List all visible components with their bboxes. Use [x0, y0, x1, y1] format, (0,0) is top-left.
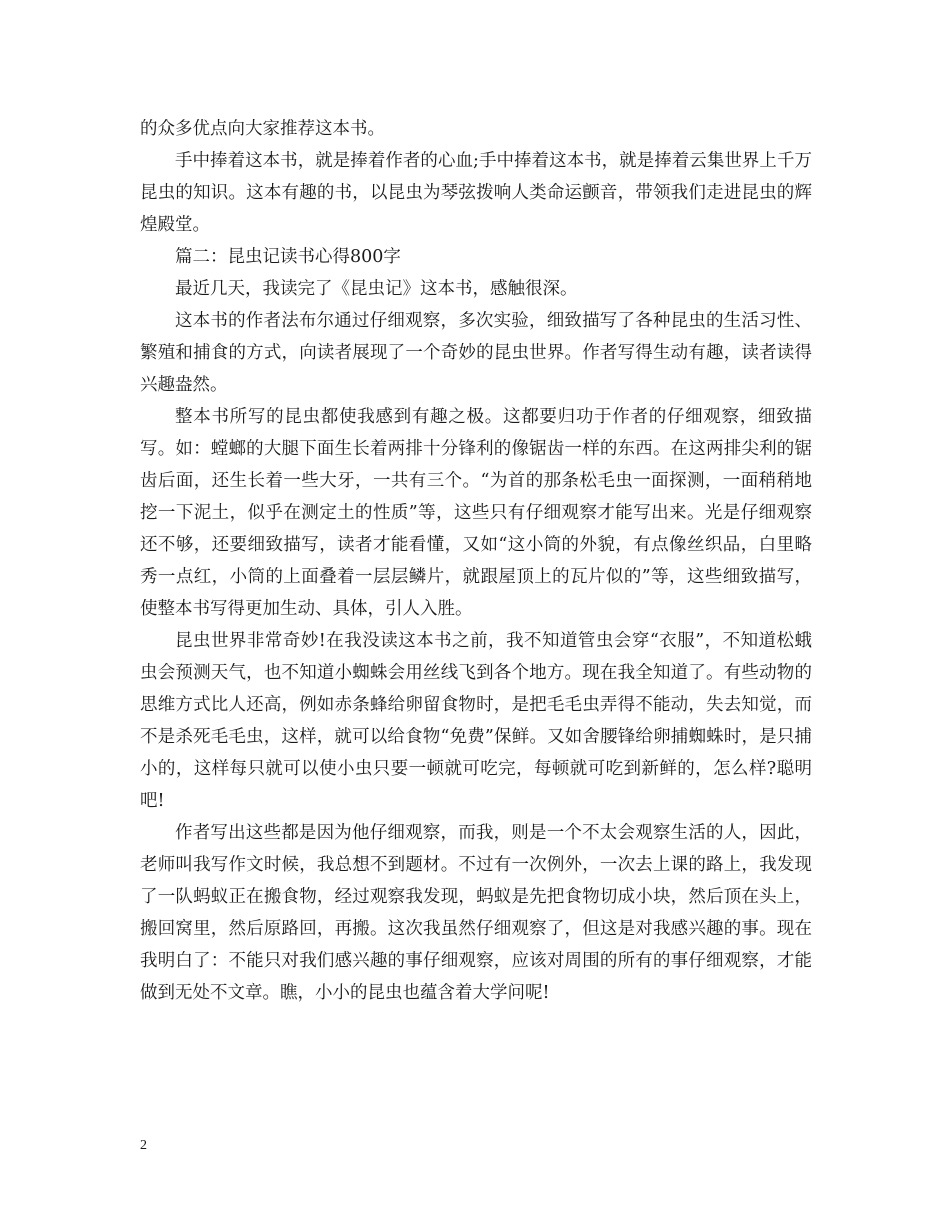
paragraph-1: 的众多优点向大家推荐这本书。: [140, 119, 385, 139]
paragraph-7: 作者写出这些都是因为他仔细观察，而我，则是一个不太会观察生活的人，因此，老师叫我写作文时候，我总想不到题材。不过有一次例外，一次去上课的路上，我发现了一队蚂蚁正在搬食物，经过观察我发现，蚂蚁是先把食物切成小块，然后顶在头上，搬回窝里，然后原路回，再搬。这次我虽然仔细观察了，但这是对我感兴趣的事。现在我明白了：不能只对我们感兴趣的事仔细观察，应该对周围的所有的事仔细观察，才能做到无处不文章。瞧，小小的昆虫也蕴含着大学问呢!: [140, 823, 812, 1003]
document-body: [140, 113, 812, 1009]
paragraph-5: 整本书所写的昆虫都使我感到有趣之极。这都要归功于作者的仔细观察，细致描写。如：螳螂的大腿下面生长着两排十分锋利的像锯齿一样的东西。在这两排尖利的锯齿后面，还生长着一些大牙，一共有三个。“为首的那条松毛虫一面探测，一面稍稍地挖一下泥土，似乎在测定土的性质”等，这些只有仔细观察才能写出来。光是仔细观察还不够，还要细致描写，读者才能看懂，又如“这小筒的外貌，有点像丝织品，白里略秀一点红，小筒的上面叠着一层层鳞片，就跟屋顶上的瓦片似的”等，这些细致描写，使整本书写得更加生动、具体，引人入胜。: [140, 407, 812, 619]
page-number: 2: [140, 1138, 147, 1153]
paragraph-6: 昆虫世界非常奇妙!在我没读这本书之前，我不知道管虫会穿“衣服”，不知道松蛾虫会预测天气，也不知道小蜘蛛会用丝线飞到各个地方。现在我全知道了。有些动物的思维方式比人还高，例如赤条蜂给卵留食物时，是把毛毛虫弄得不能动，失去知觉，而不是杀死毛毛虫，这样，就可以给食物“免费”保鲜。又如舍腰锋给卵捕蜘蛛时，是只捕小的，这样每只就可以使小虫只要一顿就可吃完，每顿就可吃到新鲜的，怎么样?聪明吧!: [140, 631, 812, 811]
paragraph-3: 最近几天，我读完了《昆虫记》这本书，感触很深。: [175, 279, 578, 299]
paragraph-4: 这本书的作者法布尔通过仔细观察，多次实验，细致描写了各种昆虫的生活习性、繁殖和捕食的方式，向读者展现了一个奇妙的昆虫世界。作者写得生动有趣，读者读得兴趣盎然。: [140, 311, 812, 395]
paragraph-2: 手中捧着这本书，就是捧着作者的心血;手中捧着这本书，就是捧着云集世界上千万昆虫的知识。这本有趣的书，以昆虫为琴弦拨响人类命运颤音，带领我们走进昆虫的辉煌殿堂。: [140, 151, 812, 235]
section-heading: 篇二：昆虫记读书心得800字: [175, 247, 401, 267]
